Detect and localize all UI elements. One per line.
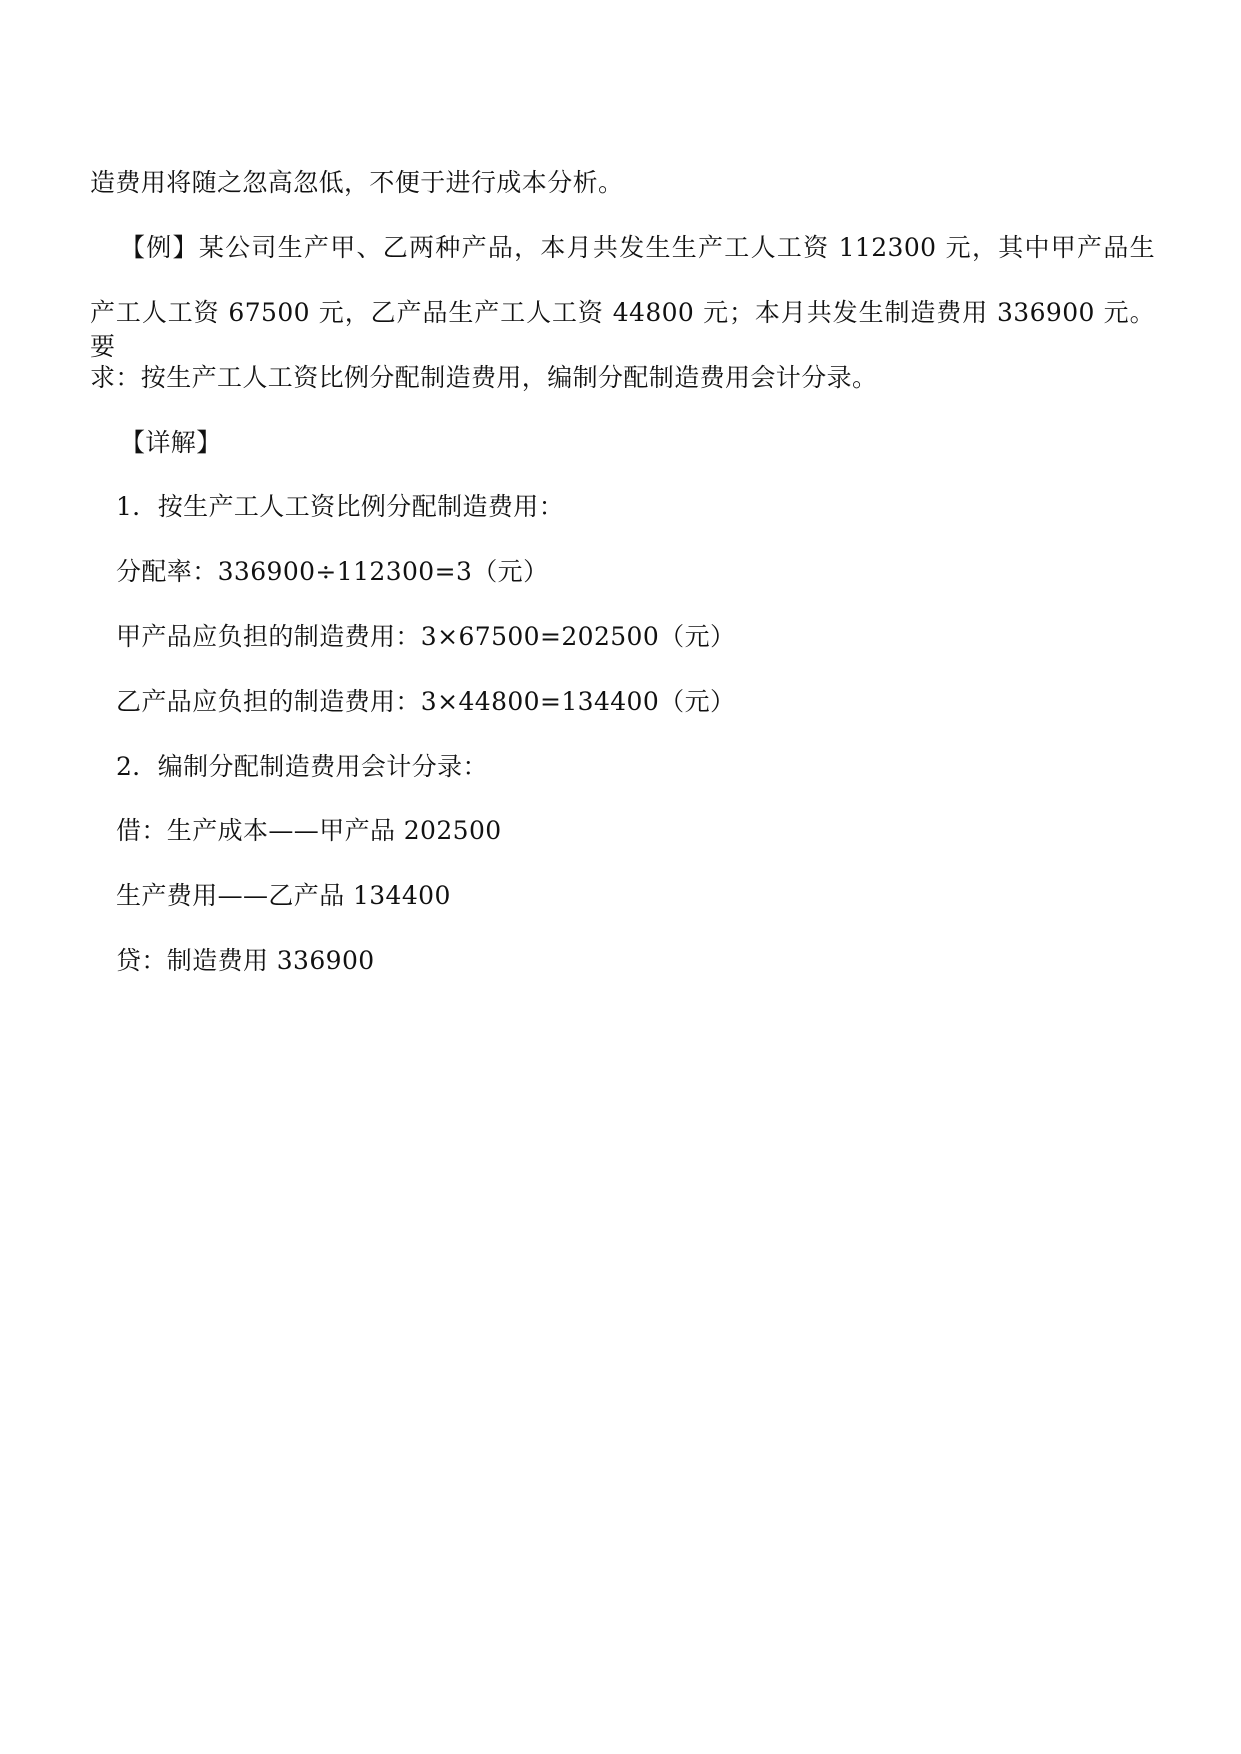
journal-debit-line-2: 生产费用——乙产品 134400 bbox=[116, 881, 451, 910]
example-line-3: 求：按生产工人工资比例分配制造费用，编制分配制造费用会计分录。 bbox=[90, 363, 878, 392]
product-b-overhead: 乙产品应负担的制造费用：3×44800=134400（元） bbox=[116, 687, 736, 716]
product-a-overhead: 甲产品应负担的制造费用：3×67500=202500（元） bbox=[116, 622, 736, 651]
detail-heading: 【详解】 bbox=[120, 428, 222, 457]
example-line-1: 【例】某公司生产甲、乙两种产品，本月共发生生产工人工资 112300 元，其中甲产品生 bbox=[120, 233, 1155, 262]
journal-credit-line: 贷：制造费用 336900 bbox=[116, 946, 375, 975]
example-line-2: 产工人工资 67500 元，乙产品生产工人工资 44800 元；本月共发生制造费用 336900 元。要 bbox=[90, 298, 1155, 361]
step-1-heading: 1．按生产工人工资比例分配制造费用： bbox=[116, 492, 565, 521]
paragraph-continuation: 造费用将随之忽高忽低，不便于进行成本分析。 bbox=[90, 168, 624, 197]
journal-debit-line: 借：生产成本——甲产品 202500 bbox=[116, 816, 502, 845]
step-2-heading: 2．编制分配制造费用会计分录： bbox=[116, 752, 488, 781]
allocation-rate: 分配率：336900÷112300=3（元） bbox=[116, 557, 549, 586]
